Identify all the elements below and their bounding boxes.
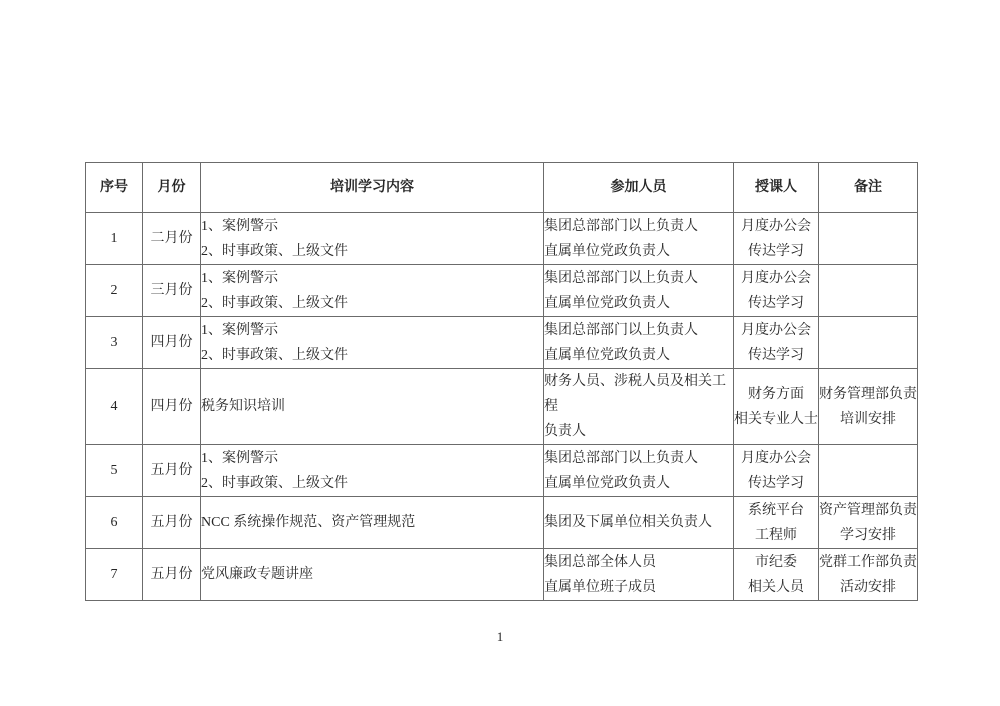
page-number: 1 (496, 629, 504, 644)
cell-line: 学习安排 (840, 527, 896, 543)
cell-line: 集团总部部门以上负责人 (544, 322, 698, 338)
cell-line: 系统平台 (748, 502, 804, 518)
cell-line: 传达学习 (748, 243, 804, 259)
column-header-participants: 参加人员 (544, 163, 734, 213)
cell-content (201, 317, 544, 369)
cell-remark (819, 549, 918, 601)
table-row (86, 317, 918, 369)
table-row (86, 213, 918, 265)
cell-lecturer (734, 213, 819, 265)
cell-line: 2、时事政策、上级文件 (201, 347, 348, 363)
cell-line: 直属单位党政负责人 (544, 347, 670, 363)
cell-participants (544, 265, 734, 317)
cell-line: NCC 系统操作规范、资产管理规范 (201, 515, 416, 530)
cell-line: 集团及下属单位相关负责人 (544, 515, 712, 530)
cell-line: 工程师 (755, 527, 797, 543)
cell-line: 直属单位班子成员 (544, 579, 656, 595)
cell-content (201, 265, 544, 317)
cell-content (201, 369, 544, 445)
cell-month: 四月份 (143, 317, 201, 369)
cell-line: 集团总部部门以上负责人 (544, 218, 698, 234)
cell-month: 五月份 (143, 445, 201, 497)
cell-line: 培训安排 (840, 411, 896, 427)
cell-participants (544, 369, 734, 445)
cell-remark (819, 265, 918, 317)
cell-line: 直属单位党政负责人 (544, 243, 670, 259)
table-row (86, 369, 918, 445)
cell-line: 党风廉政专题讲座 (201, 567, 313, 582)
column-header-seq: 序号 (86, 163, 143, 213)
cell-line: 1、案例警示 (201, 450, 278, 466)
cell-line: 1、案例警示 (201, 218, 278, 234)
cell-line: 相关人员 (748, 579, 804, 595)
cell-line: 集团总部部门以上负责人 (544, 450, 698, 466)
cell-line: 集团总部部门以上负责人 (544, 270, 698, 286)
cell-seq: 6 (86, 497, 143, 549)
cell-line: 负责人 (544, 424, 586, 439)
cell-line: 直属单位党政负责人 (544, 475, 670, 491)
cell-seq: 3 (86, 317, 143, 369)
column-header-lecturer: 授课人 (734, 163, 819, 213)
cell-line: 财务管理部负责 (819, 386, 917, 402)
cell-participants (544, 549, 734, 601)
cell-participants (544, 213, 734, 265)
table-row (86, 549, 918, 601)
cell-lecturer (734, 317, 819, 369)
cell-line: 月度办公会 (741, 322, 811, 338)
cell-month: 四月份 (143, 369, 201, 445)
cell-line: 市纪委 (755, 554, 797, 570)
table-row (86, 445, 918, 497)
cell-line: 相关专业人士 (734, 411, 818, 427)
cell-lecturer (734, 549, 819, 601)
cell-line: 直属单位党政负责人 (544, 295, 670, 311)
cell-remark (819, 445, 918, 497)
cell-line: 集团总部全体人员 (544, 554, 656, 570)
cell-line: 月度办公会 (741, 450, 811, 466)
table-row (86, 497, 918, 549)
table-row (86, 265, 918, 317)
cell-seq: 2 (86, 265, 143, 317)
cell-content (201, 497, 544, 549)
cell-remark (819, 369, 918, 445)
cell-lecturer (734, 369, 819, 445)
cell-line: 2、时事政策、上级文件 (201, 243, 348, 259)
cell-participants (544, 497, 734, 549)
cell-content (201, 213, 544, 265)
cell-content (201, 445, 544, 497)
cell-line: 传达学习 (748, 295, 804, 311)
cell-seq: 7 (86, 549, 143, 601)
cell-content (201, 549, 544, 601)
cell-line: 2、时事政策、上级文件 (201, 475, 348, 491)
column-header-month: 月份 (143, 163, 201, 213)
cell-line: 党群工作部负责 (819, 554, 917, 570)
cell-month: 五月份 (143, 497, 201, 549)
cell-line: 1、案例警示 (201, 270, 278, 286)
cell-line: 资产管理部负责 (819, 502, 917, 518)
cell-lecturer (734, 445, 819, 497)
cell-month: 三月份 (143, 265, 201, 317)
cell-seq: 1 (86, 213, 143, 265)
cell-line: 财务人员、涉税人员及相关工程 (544, 374, 726, 414)
cell-line: 2、时事政策、上级文件 (201, 295, 348, 311)
cell-line: 1、案例警示 (201, 322, 278, 338)
table-header-row (86, 163, 918, 213)
cell-line: 活动安排 (840, 579, 896, 595)
cell-month: 五月份 (143, 549, 201, 601)
cell-remark (819, 213, 918, 265)
cell-seq: 5 (86, 445, 143, 497)
cell-participants (544, 317, 734, 369)
training-schedule-table (85, 162, 918, 601)
cell-line: 税务知识培训 (201, 399, 285, 414)
cell-lecturer (734, 265, 819, 317)
table-body (86, 213, 918, 601)
cell-line: 月度办公会 (741, 270, 811, 286)
column-header-remark: 备注 (819, 163, 918, 213)
column-header-content: 培训学习内容 (201, 163, 544, 213)
cell-line: 传达学习 (748, 347, 804, 363)
cell-participants (544, 445, 734, 497)
cell-month: 二月份 (143, 213, 201, 265)
cell-remark (819, 317, 918, 369)
cell-seq: 4 (86, 369, 143, 445)
cell-line: 月度办公会 (741, 218, 811, 234)
cell-line: 财务方面 (748, 386, 804, 402)
cell-lecturer (734, 497, 819, 549)
cell-remark (819, 497, 918, 549)
cell-line: 传达学习 (748, 475, 804, 491)
